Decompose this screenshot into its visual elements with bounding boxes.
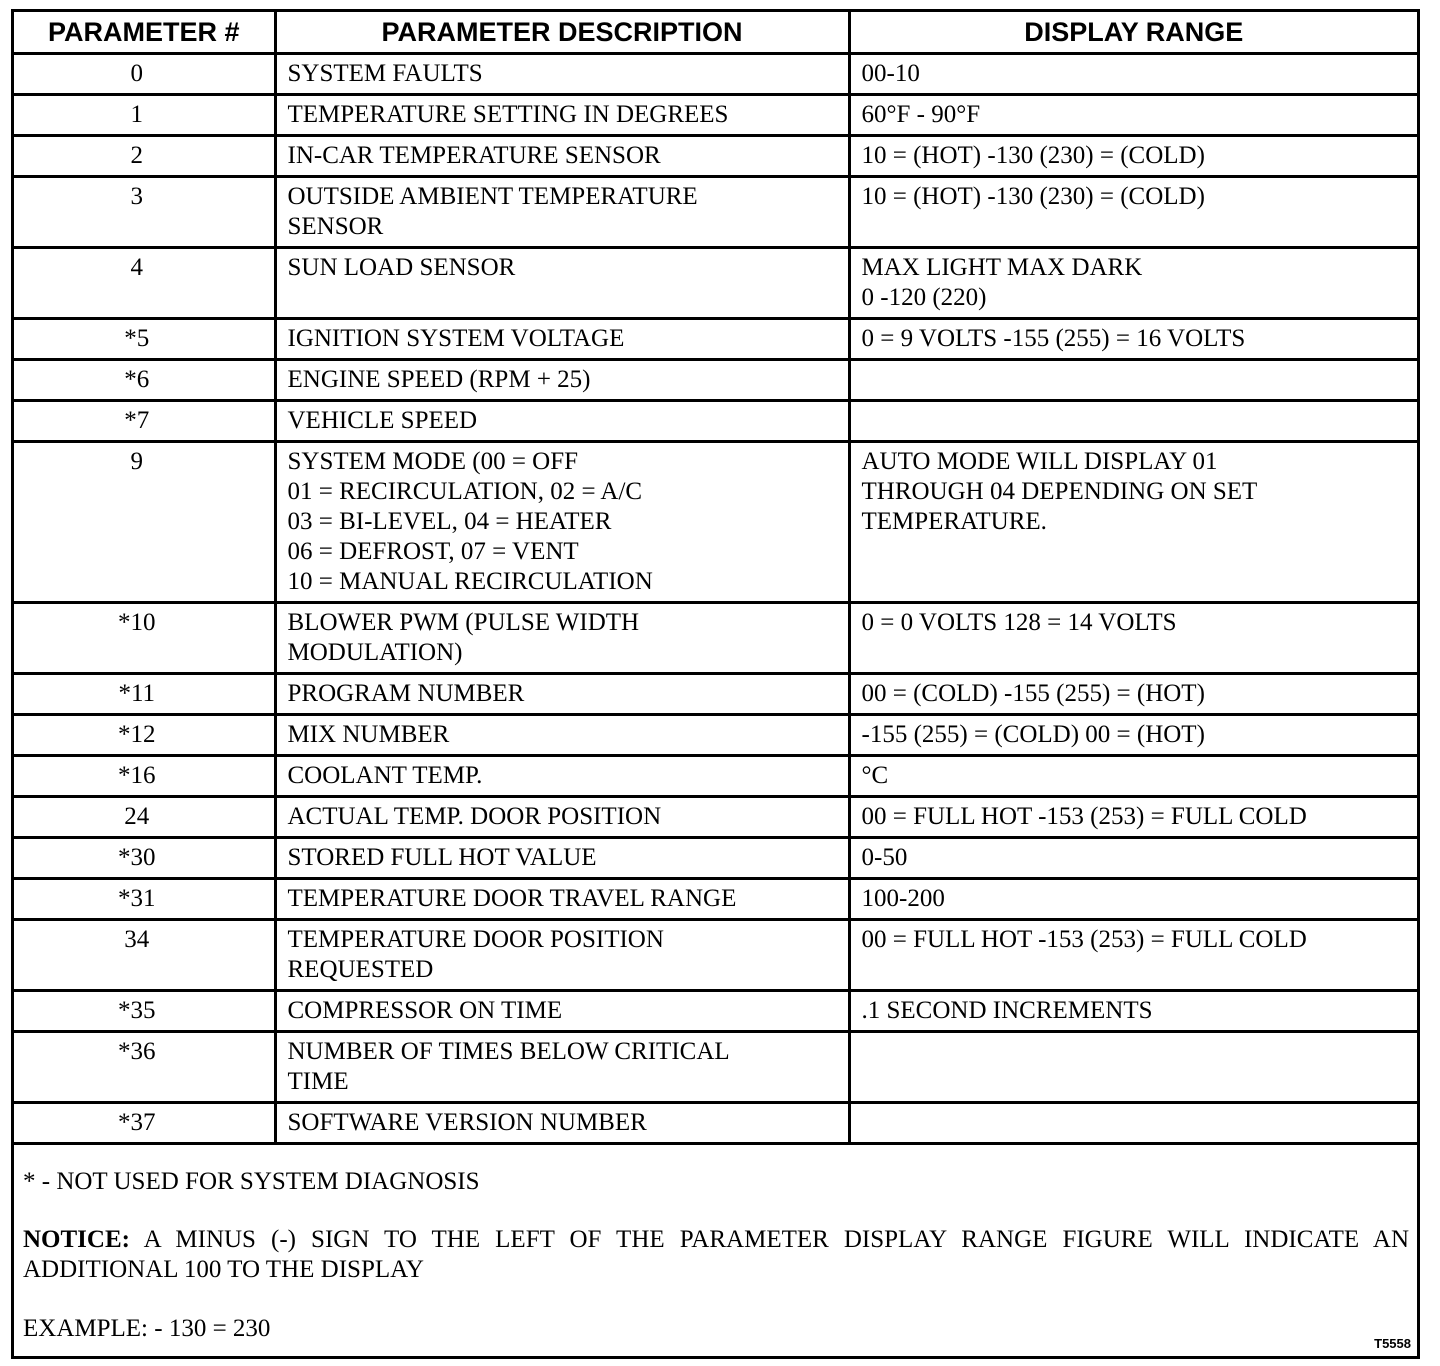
table-row [14,54,1417,95]
parameter-description-cell: TEMPERATURE DOOR POSITION REQUESTED [275,920,849,991]
table-row [14,603,1417,674]
parameter-description-cell: OUTSIDE AMBIENT TEMPERATURE SENSOR [275,177,849,248]
parameter-table-sheet [11,9,1420,1359]
display-range-cell: 00 = FULL HOT -153 (253) = FULL COLD [849,797,1417,838]
table-row [14,442,1417,603]
display-range-cell: .1 SECOND INCREMENTS [849,991,1417,1032]
parameter-number-cell: 1 [14,95,275,136]
parameter-description-cell: TEMPERATURE DOOR TRAVEL RANGE [275,879,849,920]
parameter-number-cell: *10 [14,603,275,674]
display-range-cell [849,360,1417,401]
parameter-description-cell: SYSTEM FAULTS [275,54,849,95]
example-line: EXAMPLE: - 130 = 230 [23,1315,271,1342]
display-range-cell: 60°F - 90°F [849,95,1417,136]
parameter-description-cell: VEHICLE SPEED [275,401,849,442]
parameter-description-cell: SUN LOAD SENSOR [275,248,849,319]
table-row [14,319,1417,360]
parameter-number-cell: 3 [14,177,275,248]
figure-id: T5558 [1374,1336,1411,1351]
table-row [14,797,1417,838]
display-range-cell: MAX LIGHT MAX DARK 0 -120 (220) [849,248,1417,319]
display-range-cell: 0 = 0 VOLTS 128 = 14 VOLTS [849,603,1417,674]
table-row [14,879,1417,920]
header-parameter-description: PARAMETER DESCRIPTION [275,12,849,54]
parameter-description-cell: SOFTWARE VERSION NUMBER [275,1103,849,1144]
parameter-description-cell: MIX NUMBER [275,715,849,756]
header-display-range: DISPLAY RANGE [849,12,1417,54]
parameter-number-cell: 24 [14,797,275,838]
parameter-number-cell: *12 [14,715,275,756]
display-range-cell: -155 (255) = (COLD) 00 = (HOT) [849,715,1417,756]
parameter-description-cell: NUMBER OF TIMES BELOW CRITICAL TIME [275,1032,849,1103]
parameter-number-cell: *6 [14,360,275,401]
parameter-description-cell: COOLANT TEMP. [275,756,849,797]
parameter-number-cell: 34 [14,920,275,991]
parameter-description-cell: IGNITION SYSTEM VOLTAGE [275,319,849,360]
parameter-number-cell: *5 [14,319,275,360]
parameter-table [14,12,1417,1145]
parameter-number-cell: *37 [14,1103,275,1144]
display-range-cell: °C [849,756,1417,797]
parameter-description-cell: TEMPERATURE SETTING IN DEGREES [275,95,849,136]
parameter-number-cell: 9 [14,442,275,603]
notice-label: NOTICE: [23,1226,130,1253]
table-row [14,756,1417,797]
table-header-row [14,12,1417,54]
display-range-cell: 10 = (HOT) -130 (230) = (COLD) [849,136,1417,177]
parameter-description-cell: ENGINE SPEED (RPM + 25) [275,360,849,401]
table-row [14,715,1417,756]
parameter-description-cell: ACTUAL TEMP. DOOR POSITION [275,797,849,838]
footnote: * - NOT USED FOR SYSTEM DIAGNOSIS [23,1168,480,1195]
table-row [14,920,1417,991]
display-range-cell [849,401,1417,442]
parameter-number-cell: *16 [14,756,275,797]
display-range-cell: 0 = 9 VOLTS -155 (255) = 16 VOLTS [849,319,1417,360]
parameter-description-cell: SYSTEM MODE (00 = OFF 01 = RECIRCULATION, 02 = A/C 03 = BI-LEVEL, 04 = HEATER 06 = DEFROST, 07 = VENT 10 = MANUAL RECIRCULATION [275,442,849,603]
display-range-cell: 00 = FULL HOT -153 (253) = FULL COLD [849,920,1417,991]
display-range-cell: AUTO MODE WILL DISPLAY 01 THROUGH 04 DEPENDING ON SET TEMPERATURE. [849,442,1417,603]
parameter-description-cell: BLOWER PWM (PULSE WIDTH MODULATION) [275,603,849,674]
parameter-number-cell: *35 [14,991,275,1032]
parameter-number-cell: 0 [14,54,275,95]
display-range-cell: 00 = (COLD) -155 (255) = (HOT) [849,674,1417,715]
parameter-number-cell: *7 [14,401,275,442]
table-row [14,248,1417,319]
notice-paragraph [23,1225,1409,1285]
parameter-number-cell: *11 [14,674,275,715]
notes-section [14,1121,1417,1356]
parameter-number-cell: *36 [14,1032,275,1103]
table-row [14,1032,1417,1103]
table-row [14,674,1417,715]
header-parameter-number: PARAMETER # [14,12,275,54]
parameter-description-cell: IN-CAR TEMPERATURE SENSOR [275,136,849,177]
parameter-number-cell: *31 [14,879,275,920]
display-range-cell [849,1032,1417,1103]
table-row [14,991,1417,1032]
parameter-description-cell: PROGRAM NUMBER [275,674,849,715]
display-range-cell: 10 = (HOT) -130 (230) = (COLD) [849,177,1417,248]
display-range-cell: 100-200 [849,879,1417,920]
display-range-cell: 00-10 [849,54,1417,95]
table-row [14,401,1417,442]
notice-text: A MINUS (-) SIGN TO THE LEFT OF THE PARAMETER DISPLAY RANGE FIGURE WILL INDICATE AN ADDITIONAL 100 TO THE DISPLAY [23,1226,1409,1283]
table-row [14,136,1417,177]
table-row [14,838,1417,879]
table-row [14,177,1417,248]
parameter-description-cell: COMPRESSOR ON TIME [275,991,849,1032]
table-row [14,95,1417,136]
parameter-number-cell: 4 [14,248,275,319]
parameter-description-cell: STORED FULL HOT VALUE [275,838,849,879]
parameter-number-cell: 2 [14,136,275,177]
table-body [14,54,1417,1144]
parameter-number-cell: *30 [14,838,275,879]
table-row [14,360,1417,401]
display-range-cell: 0-50 [849,838,1417,879]
